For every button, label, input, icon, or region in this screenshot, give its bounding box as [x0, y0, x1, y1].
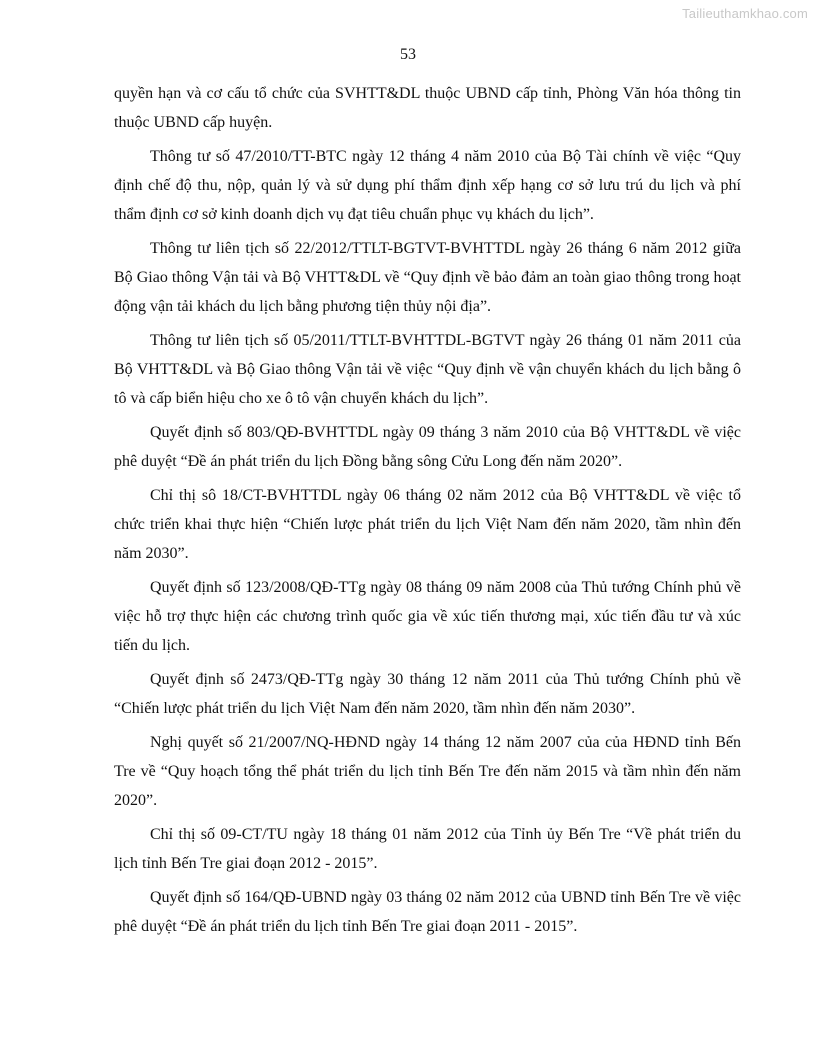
paragraph: Chỉ thị số 09-CT/TU ngày 18 tháng 01 năm 2012 của Tỉnh ủy Bến Tre “Về phát triển du lịch tỉnh Bến Tre giai đoạn 2012 - 2015”. [114, 826, 741, 872]
watermark: Tailieuthamkhao.com [682, 6, 808, 21]
paragraph: Quyết định số 2473/QĐ-TTg ngày 30 tháng 12 năm 2011 của Thủ tướng Chính phủ về “Chiến lược phát triển du lịch Việt Nam đến năm 2020, tầm nhìn đến năm 2030”. [114, 671, 741, 717]
paragraph: Nghị quyết số 21/2007/NQ-HĐND ngày 14 tháng 12 năm 2007 của của HĐND tỉnh Bến Tre về “Quy hoạch tổng thể phát triển du lịch tỉnh Bến Tre đến năm 2015 và tầm nhìn đến năm 2020”. [114, 734, 741, 809]
paragraph: Thông tư liên tịch số 22/2012/TTLT-BGTVT-BVHTTDL ngày 26 tháng 6 năm 2012 giữa Bộ Giao thông Vận tải và Bộ VHTT&DL về “Quy định về bảo đảm an toàn giao thông trong hoạt động vận tải khách du lịch bằng phương tiện thủy nội địa”. [114, 240, 741, 315]
paragraph: Thông tư liên tịch số 05/2011/TTLT-BVHTTDL-BGTVT ngày 26 tháng 01 năm 2011 của Bộ VHTT&DL và Bộ Giao thông Vận tải về việc “Quy định về vận chuyển khách du lịch bằng ô tô và cấp biển hiệu cho xe ô tô vận chuyển khách du lịch”. [114, 332, 741, 407]
paragraph: Quyết định số 803/QĐ-BVHTTDL ngày 09 tháng 3 năm 2010 của Bộ VHTT&DL về việc phê duyệt “Đề án phát triển du lịch Đồng bằng sông Cửu Long đến năm 2020”. [114, 424, 741, 470]
document-body [114, 79, 741, 946]
page-number: 53 [400, 46, 416, 63]
paragraph: Quyết định số 123/2008/QĐ-TTg ngày 08 tháng 09 năm 2008 của Thủ tướng Chính phủ về việc hỗ trợ thực hiện các chương trình quốc gia về xúc tiến thương mại, xúc tiến đầu tư và xúc tiến du lịch. [114, 579, 741, 654]
paragraph: Thông tư số 47/2010/TT-BTC ngày 12 tháng 4 năm 2010 của Bộ Tài chính về việc “Quy định chế độ thu, nộp, quản lý và sử dụng phí thẩm định xếp hạng cơ sở lưu trú du lịch và phí thẩm định cơ sở kinh doanh dịch vụ đạt tiêu chuẩn phục vụ khách du lịch”. [114, 148, 741, 223]
paragraph: Quyết định số 164/QĐ-UBND ngày 03 tháng 02 năm 2012 của UBND tỉnh Bến Tre về việc phê duyệt “Đề án phát triển du lịch tỉnh Bến Tre giai đoạn 2011 - 2015”. [114, 889, 741, 935]
paragraph: Chỉ thị sô 18/CT-BVHTTDL ngày 06 tháng 02 năm 2012 của Bộ VHTT&DL về việc tổ chức triển khai thực hiện “Chiến lược phát triển du lịch Việt Nam đến năm 2020, tầm nhìn đến năm 2030”. [114, 487, 741, 562]
paragraph: quyền hạn và cơ cấu tổ chức của SVHTT&DL thuộc UBND cấp tỉnh, Phòng Văn hóa thông tin thuộc UBND cấp huyện. [114, 85, 741, 131]
